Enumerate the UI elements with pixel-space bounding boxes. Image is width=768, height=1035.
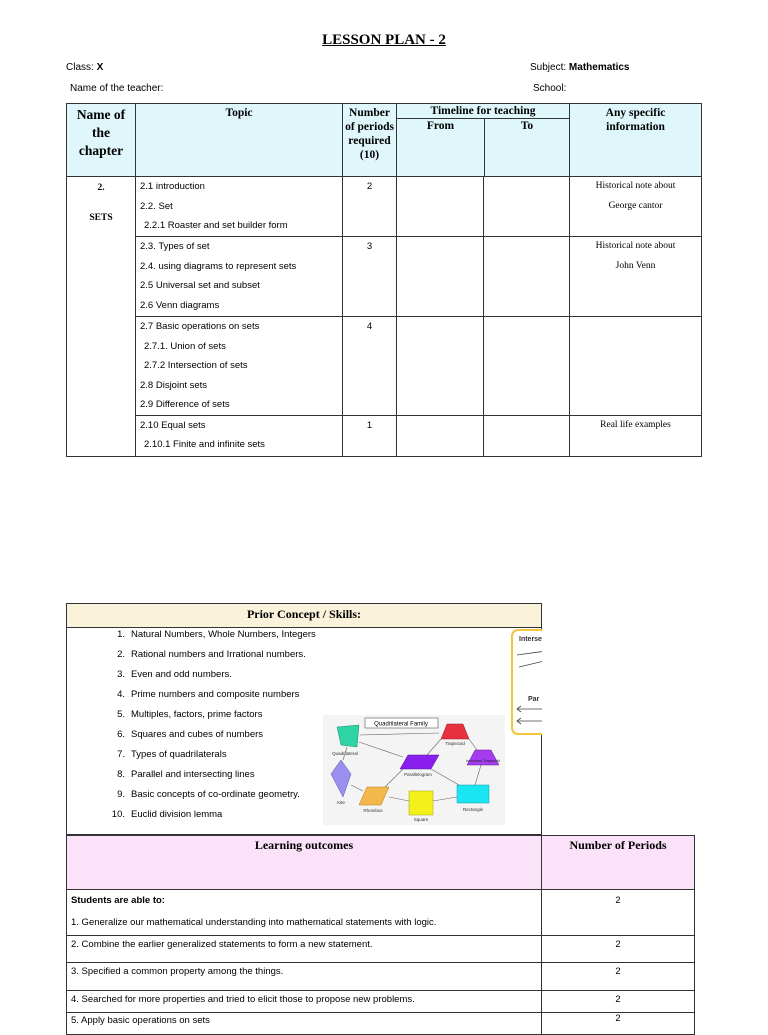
header-timeline <box>397 104 570 177</box>
list-item: 1. Natural Numbers, Whole Numbers, Integers <box>117 629 316 640</box>
list-item-text: Even and odd numbers. <box>131 669 232 680</box>
periods-value: 1 <box>366 419 373 431</box>
topic-line: 2.9 Difference of sets <box>140 399 230 410</box>
lesson-plan-table <box>66 103 702 457</box>
rectangle-shape <box>457 785 489 803</box>
page-title: LESSON PLAN - 2 <box>322 32 446 48</box>
outcome-text: 2. Combine the earlier generalized statements to form a new statement. <box>71 939 373 950</box>
subject-value: Mathematics <box>568 62 630 73</box>
topic-line: 2.3. Types of set <box>140 241 210 252</box>
topic-line: 2.2. Set <box>140 200 173 212</box>
info-line: Real life examples <box>600 419 671 430</box>
topic-line: 2.10 Equal sets <box>140 419 206 431</box>
topics-cell <box>136 317 343 416</box>
outcome-periods: 2 <box>615 966 621 977</box>
label-kite: Kite <box>337 800 345 805</box>
topic-line: 2.6 Venn diagrams <box>140 299 220 311</box>
list-item-text: Squares and cubes of numbers <box>131 729 264 740</box>
subject-field <box>530 62 630 73</box>
prior-heading: Prior Concept / Skills: <box>67 604 541 628</box>
to-cell[interactable] <box>484 317 570 416</box>
subject-label: Subject: <box>530 62 567 73</box>
learning-outcomes-table <box>66 835 695 1035</box>
chapter-number: 2. <box>97 183 105 193</box>
list-item: 10. Euclid division lemma <box>111 809 223 820</box>
list-item-text: Multiples, factors, prime factors <box>131 709 263 720</box>
intersecting-lines-image <box>511 629 542 735</box>
outcome-periods: 2 <box>615 939 621 950</box>
list-item: 7. Types of quadrilaterals <box>117 749 227 760</box>
outcome-text: 4. Searched for more properties and tried to elicit those to propose new problems. <box>71 994 415 1005</box>
header-chapter: Name of the chapter <box>67 104 136 177</box>
topic-line: 2.7.2 Intersection of sets <box>144 360 248 371</box>
header-to: To <box>520 120 534 132</box>
list-item-text: Basic concepts of co-ordinate geometry. <box>131 789 300 800</box>
table-row <box>67 317 702 416</box>
chapter-name: SETS <box>89 213 113 223</box>
table-row <box>67 963 695 991</box>
outcome-text: 3. Specified a common property among the things. <box>71 966 284 977</box>
outcomes-intro: Students are able to: <box>71 895 165 906</box>
topic-line: 2.2.1 Roaster and set builder form <box>144 220 288 231</box>
header-topic: Topic <box>136 104 343 177</box>
from-cell[interactable] <box>397 415 484 456</box>
topic-line: 2.1 introduction <box>140 181 205 192</box>
list-item: 9. Basic concepts of co-ordinate geometry. <box>117 789 300 800</box>
class-value: X <box>96 62 104 73</box>
from-cell[interactable] <box>397 237 484 317</box>
from-cell[interactable] <box>397 177 484 237</box>
info-line: Historical note about <box>595 181 676 191</box>
topic-line: 2.8 Disjoint sets <box>140 379 208 391</box>
list-item: 5. Multiples, factors, prime factors <box>117 709 263 720</box>
list-item: 8. Parallel and intersecting lines <box>117 769 255 780</box>
list-item-text: Rational numbers and Irrational numbers. <box>131 649 306 660</box>
table-row <box>67 177 702 237</box>
label-square: Square <box>413 817 429 822</box>
header-from: From <box>397 119 485 176</box>
periods-value: 4 <box>366 321 373 332</box>
to-cell[interactable] <box>484 415 570 456</box>
table-row <box>67 991 695 1013</box>
table-row <box>67 890 695 936</box>
topics-cell <box>136 415 343 456</box>
topics-cell <box>136 237 343 317</box>
label-isosceles-trapezoid: Isosceles Trapezoid <box>466 759 500 763</box>
topic-line: 2.10.1 Finite and infinite sets <box>144 439 265 450</box>
label-rhombus: Rhombus <box>363 808 383 813</box>
list-item-text: Natural Numbers, Whole Numbers, Integers <box>131 629 316 640</box>
periods-value: 3 <box>366 241 373 252</box>
from-cell[interactable] <box>397 317 484 416</box>
outcome-text: 5. Apply basic operations on sets <box>71 1015 210 1026</box>
square-shape <box>409 791 433 815</box>
topic-line: 2.5 Universal set and subset <box>140 280 260 291</box>
outcomes-heading: Learning outcomes <box>67 836 542 890</box>
topic-line: 2.7 Basic operations on sets <box>140 321 260 332</box>
quadrilateral-family-image <box>323 715 505 825</box>
label-trapezoid: Trapezoid <box>445 741 465 746</box>
outcome-text: 1. Generalize our mathematical understanding into mathematical statements with logic. <box>71 917 437 928</box>
header-periods: Number of periods required (10) <box>343 104 397 177</box>
intersecting-lines-clip <box>511 629 542 735</box>
info-line: Historical note about <box>595 241 676 251</box>
clipped-label-bottom: Par <box>528 696 540 703</box>
to-cell[interactable] <box>484 237 570 317</box>
topics-cell <box>136 177 343 237</box>
class-label: Class: <box>66 62 94 73</box>
list-item: 4. Prime numbers and composite numbers <box>117 689 300 700</box>
label-quadrilateral: Quadrilateral <box>332 751 358 756</box>
periods-value: 2 <box>366 181 373 192</box>
outcome-periods: 2 <box>615 994 621 1005</box>
header-info: Any specific information <box>570 104 702 177</box>
table-row <box>67 237 702 317</box>
school-label: School: <box>533 83 567 94</box>
to-cell[interactable] <box>484 177 570 237</box>
topic-line: 2.7.1. Union of sets <box>144 340 226 352</box>
chapter-cell <box>67 177 136 457</box>
class-field <box>66 62 103 73</box>
topic-line: 2.4. using diagrams to represent sets <box>140 260 297 272</box>
periods-heading: Number of Periods <box>542 836 695 890</box>
prior-concepts-box <box>66 603 542 835</box>
list-item: 2. Rational numbers and Irrational numbers. <box>117 649 306 660</box>
list-item-text: Parallel and intersecting lines <box>131 769 255 780</box>
teacher-label: Name of the teacher: <box>70 83 164 94</box>
table-row <box>67 936 695 963</box>
list-item-text: Prime numbers and composite numbers <box>131 689 300 700</box>
list-item-text: Euclid division lemma <box>131 809 223 820</box>
info-cell <box>570 317 702 416</box>
label-parallelogram: Parallelogram <box>404 772 432 777</box>
list-item: 6. Squares and cubes of numbers <box>117 729 264 740</box>
label-rectangle: Rectangle <box>462 807 484 812</box>
outcome-periods: 2 <box>615 895 621 906</box>
header-timeline-label: Timeline for teaching <box>430 105 536 117</box>
outcome-periods: 2 <box>615 1013 621 1024</box>
info-line: George cantor <box>608 200 663 211</box>
clipped-label-top: Interse <box>519 636 542 643</box>
info-line: John Venn <box>615 260 656 271</box>
table-row <box>67 415 702 456</box>
list-item-text: Types of quadrilaterals <box>131 749 227 760</box>
diagram-title: Quadrilateral Family <box>374 721 428 728</box>
list-item: 3. Even and odd numbers. <box>117 669 232 680</box>
